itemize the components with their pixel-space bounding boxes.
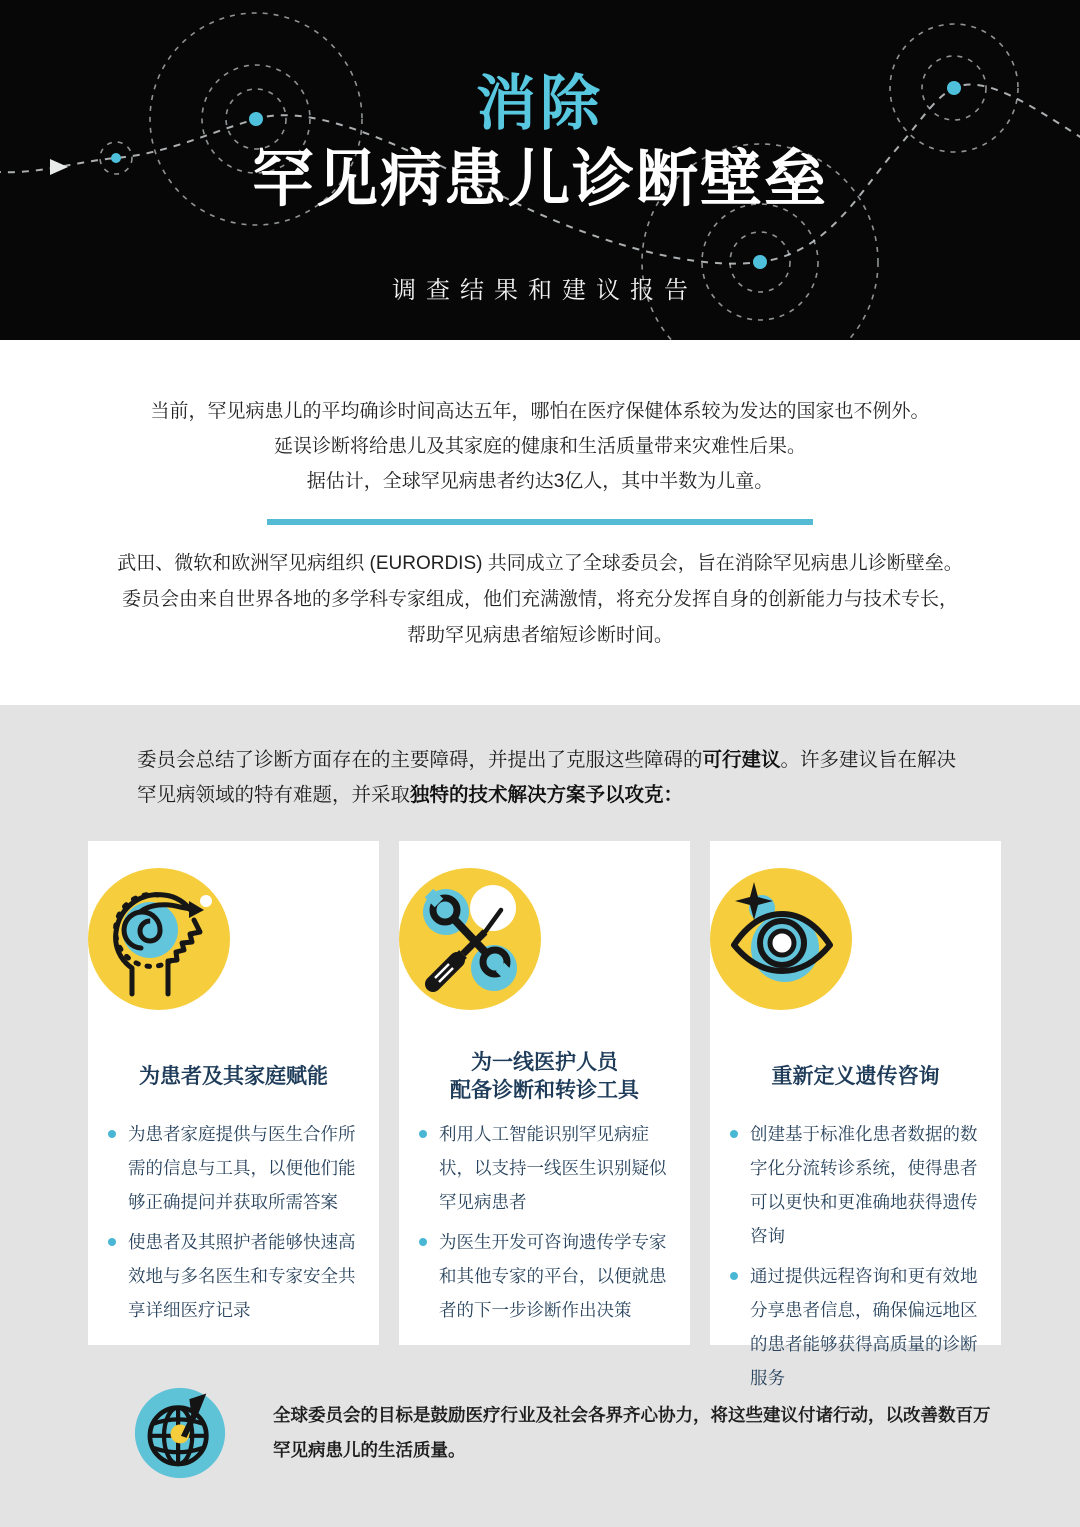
lead-section — [0, 340, 1080, 705]
card-bullets — [108, 1117, 365, 1327]
page-title: 罕见病患儿诊断壁垒 — [251, 145, 828, 214]
bullet-text: 使患者及其照护者能够快速高效地与多名医生和专家安全共享详细医疗记录 — [128, 1232, 356, 1320]
overview-bold-2: 独特的技术解决方案予以攻克： — [410, 784, 684, 806]
bullet-dot-icon — [108, 1238, 116, 1246]
card-title-line: 为一线医护人员 — [471, 1051, 618, 1074]
bullet-dot-icon — [730, 1272, 738, 1280]
card-title — [88, 1049, 379, 1105]
bullet-text: 利用人工智能识别罕见病症状，以支持一线医生识别疑似罕见病患者 — [439, 1124, 667, 1212]
bullet-item — [730, 1117, 987, 1253]
overview-paragraph — [137, 743, 957, 813]
card-title-line: 为患者及其家庭赋能 — [139, 1065, 328, 1088]
bullet-dot-icon — [730, 1130, 738, 1138]
header — [0, 0, 1080, 340]
card-genetic-counseling — [710, 841, 1001, 1388]
head-brain-arrow-icon — [88, 868, 230, 1010]
lead-line-2: 延误诊断将给患儿及其家庭的健康和生活质量带来灾难性后果。 — [273, 436, 806, 457]
card-title — [399, 1049, 690, 1105]
goal-text: 全球委员会的目标是鼓励医疗行业及社会各界齐心协力，将这些建议付诸行动，以改善数百万罕见病患儿的生活质量。 — [273, 1405, 991, 1460]
bullet-dot-icon — [419, 1130, 427, 1138]
goal-footer — [133, 1386, 1080, 1480]
recommendation-cards — [88, 841, 1080, 1388]
bullet-text: 为医生开发可咨询遗传学专家和其他专家的平台，以便就患者的下一步诊断作出决策 — [439, 1232, 667, 1320]
bullet-item — [730, 1259, 987, 1395]
overview-text: 。许多建议旨在解决罕见病领域的特有难题，并采取 — [137, 749, 957, 806]
lead-line-1: 当前，罕见病患儿的平均确诊时间高达五年，哪怕在医疗保健体系较为发达的国家也不例外。 — [150, 401, 930, 422]
page-subtitle: 调查结果和建议报告 — [392, 277, 698, 304]
bullet-dot-icon — [419, 1238, 427, 1246]
card-title-line: 配备诊断和转诊工具 — [450, 1079, 639, 1102]
card-bullets — [419, 1117, 676, 1327]
recommendations-section — [0, 705, 1080, 1527]
lead-line-3: 据估计，全球罕见病患者约达3亿人，其中半数为儿童。 — [306, 471, 774, 492]
bullet-text: 创建基于标准化患者数据的数字化分流转诊系统，使得患者可以更快和更准确地获得遗传咨询 — [750, 1124, 978, 1246]
overview-bold-1: 可行建议 — [702, 749, 781, 771]
card-title — [710, 1049, 1001, 1105]
bullet-item — [108, 1225, 365, 1327]
about-line-3: 帮助罕见病患者缩短诊断时间。 — [406, 625, 673, 646]
about-line-1: 武田、微软和欧洲罕见病组织 (EURORDIS) 共同成立了全球委员会，旨在消除罕见病患儿诊断壁垒。 — [117, 553, 963, 574]
card-empower-families — [88, 841, 379, 1345]
wrench-screwdriver-icon — [399, 868, 541, 1010]
eye-sparkle-icon — [710, 868, 852, 1010]
overview-text: 委员会总结了诊断方面存在的主要障碍，并提出了克服这些障碍的 — [137, 749, 703, 771]
bullet-item — [108, 1117, 365, 1219]
page-title-accent: 消除 — [476, 70, 604, 137]
globe-dart-icon — [133, 1386, 227, 1480]
bullet-item — [419, 1117, 676, 1219]
header-titles — [0, 0, 1080, 305]
card-bullets — [730, 1117, 987, 1395]
card-equip-clinicians — [399, 841, 690, 1345]
cyan-divider — [267, 519, 813, 525]
bullet-text: 为患者家庭提供与医生合作所需的信息与工具，以便他们能够正确提问并获取所需答案 — [128, 1124, 356, 1212]
card-title-line: 重新定义遗传咨询 — [771, 1065, 940, 1088]
bullet-text: 通过提供远程咨询和更有效地分享患者信息，确保偏远地区的患者能够获得高质量的诊断服务 — [750, 1266, 978, 1388]
about-line-2: 委员会由来自世界各地的多学科专家组成，他们充满激情，将充分发挥自身的创新能力与技术专长， — [121, 589, 958, 610]
bullet-dot-icon — [108, 1130, 116, 1138]
bullet-item — [419, 1225, 676, 1327]
